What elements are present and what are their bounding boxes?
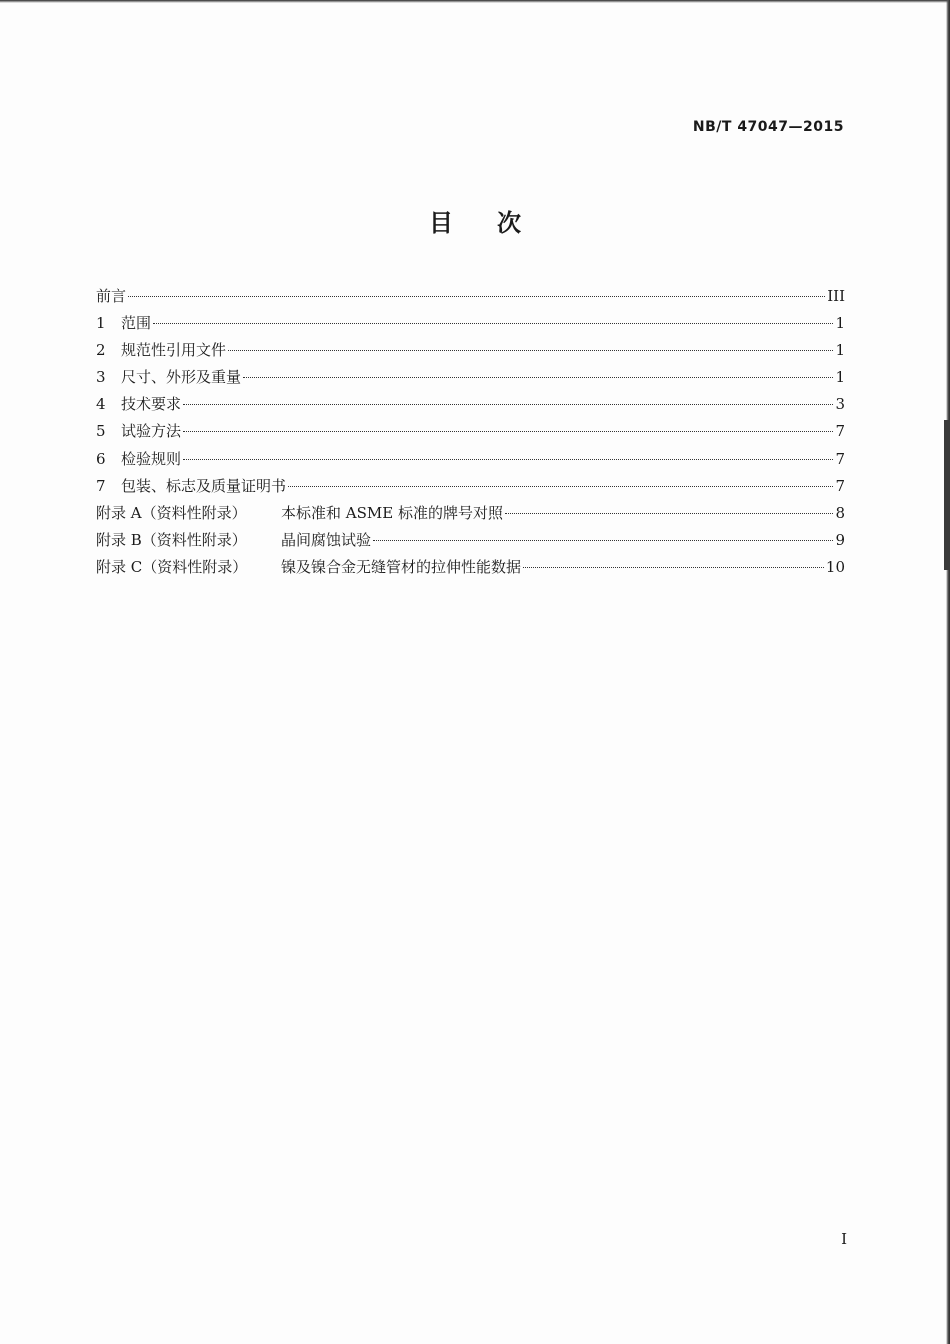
toc-entry-foreword[interactable]: [96, 285, 845, 312]
toc-entry-number: 3: [96, 368, 106, 387]
toc-leader: [243, 377, 833, 378]
toc-entry-scope[interactable]: [96, 312, 845, 339]
toc-entry-page: 7: [835, 449, 845, 468]
toc-entry-number: 1: [96, 314, 106, 333]
toc-entry-page: 3: [835, 395, 845, 414]
toc-entry-label: 镍及镍合金无缝管材的拉伸性能数据: [281, 557, 522, 576]
toc-entry-label: 试验方法: [121, 422, 182, 441]
table-of-contents: [96, 285, 845, 583]
toc-entry-number: 6: [96, 449, 106, 468]
toc-entry-label: 技术要求: [121, 395, 182, 414]
toc-entry-page: 1: [835, 341, 845, 360]
toc-entry-page: 8: [835, 503, 845, 522]
toc-entry-page: 1: [835, 368, 845, 387]
toc-entry-page: 9: [835, 530, 845, 549]
toc-leader: [183, 459, 833, 460]
toc-entry-appendix-c[interactable]: [96, 556, 845, 583]
standard-code: NB/T 47047—2015: [692, 119, 844, 135]
toc-entry-label: 晶间腐蚀试验: [281, 530, 372, 549]
page-number: I: [841, 1230, 847, 1248]
toc-leader: [183, 404, 833, 405]
toc-appendix-label: 附录 A（资料性附录）: [96, 503, 247, 522]
toc-leader: [288, 486, 833, 487]
toc-entry-page: 7: [835, 476, 845, 495]
toc-leader: [183, 431, 833, 432]
toc-leader: [128, 296, 825, 297]
toc-entry-label: 尺寸、外形及重量: [121, 368, 242, 387]
scan-edge-top: [0, 0, 950, 3]
toc-entry-label: 规范性引用文件: [121, 341, 227, 360]
toc-leader: [373, 540, 833, 541]
toc-entry-appendix-b[interactable]: [96, 529, 845, 556]
toc-entry-page: 10: [825, 557, 845, 576]
toc-entry-label: 本标准和 ASME 标准的牌号对照: [281, 503, 503, 522]
scan-edge-right: [946, 0, 950, 1344]
toc-entry-page: 7: [835, 422, 845, 441]
toc-entry-page: 1: [835, 314, 845, 333]
toc-entry-label: 范围: [121, 314, 152, 333]
toc-entry-page: III: [827, 287, 845, 305]
toc-entry-label: 包装、标志及质量证明书: [121, 476, 287, 495]
toc-leader: [228, 350, 833, 351]
toc-entry-number: 7: [96, 476, 106, 495]
toc-entry-label: 前言: [96, 287, 127, 305]
toc-entry-appendix-a[interactable]: [96, 502, 845, 529]
toc-entry-packaging[interactable]: [96, 475, 845, 502]
toc-leader: [505, 513, 833, 514]
toc-appendix-label: 附录 B（资料性附录）: [96, 530, 247, 549]
toc-leader: [523, 567, 824, 568]
toc-entry-number: 4: [96, 395, 106, 414]
toc-appendix-label: 附录 C（资料性附录）: [96, 557, 248, 576]
scan-edge-mark: [944, 420, 950, 570]
page-title: 目次: [429, 209, 565, 237]
toc-entry-inspection-rules[interactable]: [96, 448, 845, 475]
toc-leader: [153, 323, 833, 324]
toc-entry-test-methods[interactable]: [96, 420, 845, 447]
toc-entry-dimensions[interactable]: [96, 366, 845, 393]
toc-entry-technical-requirements[interactable]: [96, 393, 845, 420]
toc-entry-normative-references[interactable]: [96, 339, 845, 366]
toc-entry-number: 2: [96, 341, 106, 360]
toc-entry-number: 5: [96, 422, 106, 441]
toc-entry-label: 检验规则: [121, 449, 182, 468]
